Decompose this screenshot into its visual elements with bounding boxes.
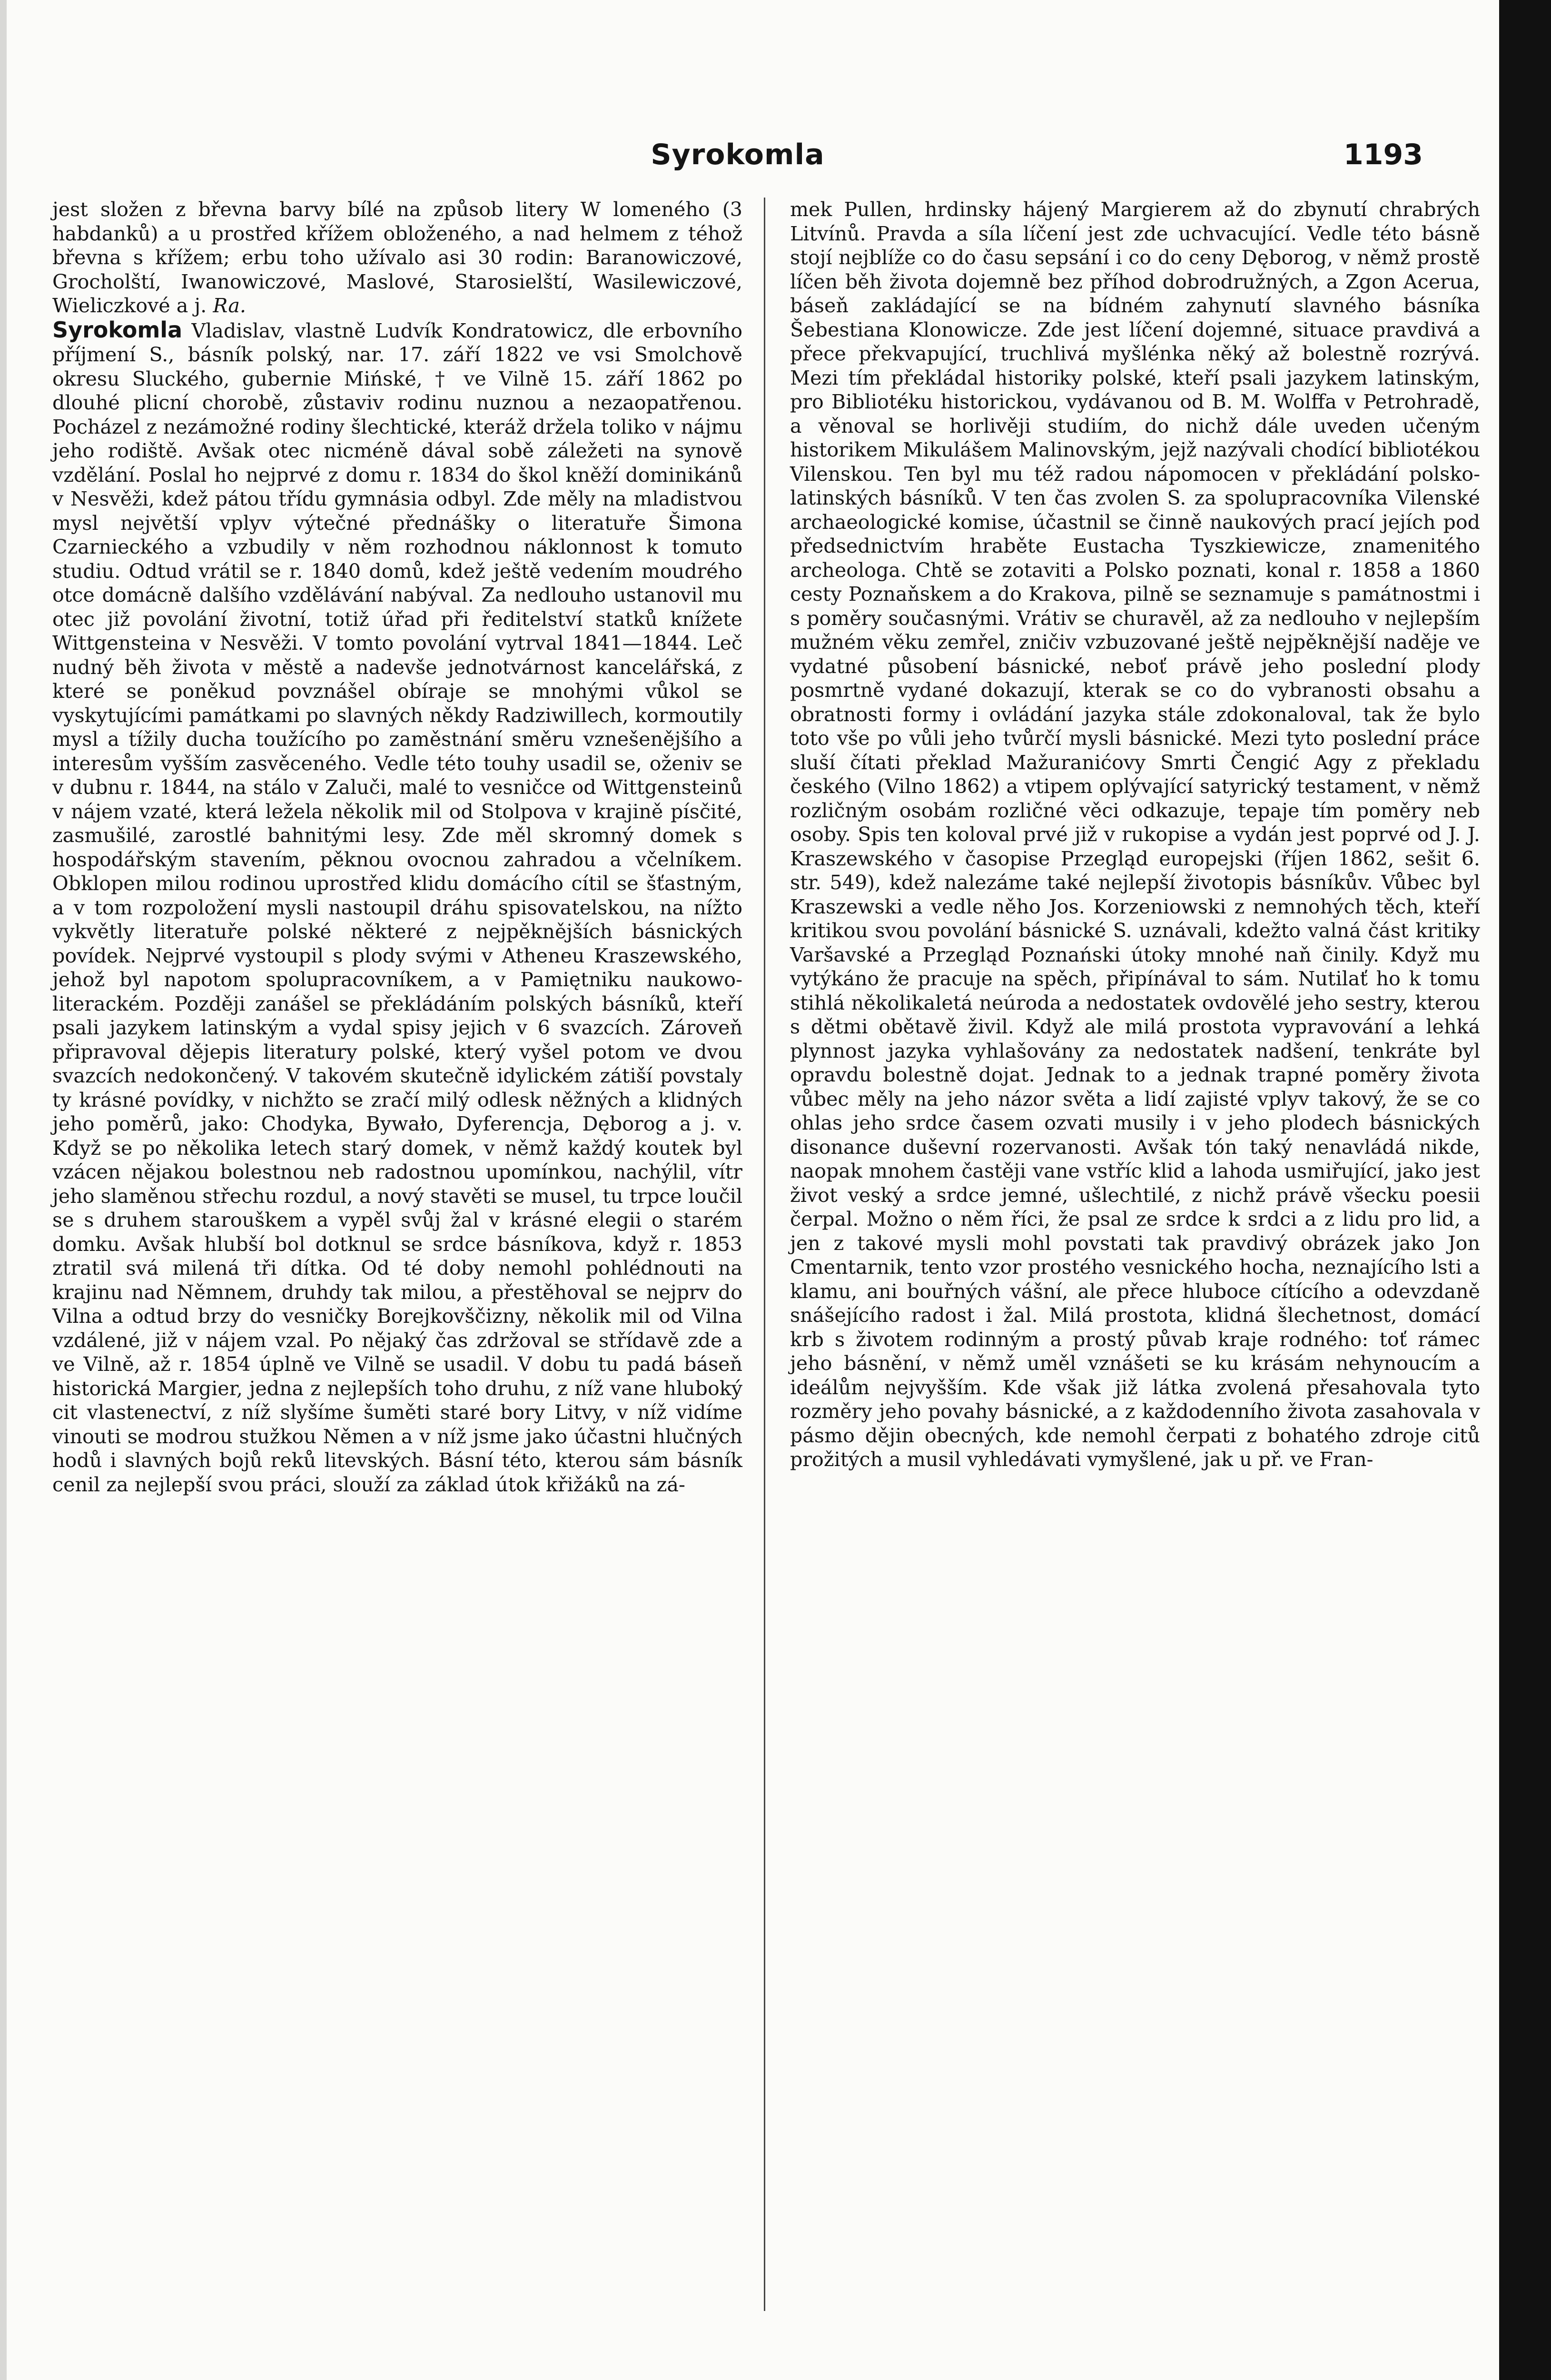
entry-continuation-text: jest složen z břevna barvy bílé na způsob litery W lomeného (3 habdanků) a u prostřed křížem obloženého, a nad helmem z téhož břevna s křížem; erbu toho užívalo asi 30 rodin: Baranowiczové, Grocholští, Iwanowiczové, Maslové, Starosielští, Wasilewiczové, Wieliczkové a j.: [52, 198, 742, 317]
entry-syrokomla: [52, 318, 742, 1497]
entry-syrokomla-continued: mek Pullen, hrdinsky hájený Margierem až do zbynutí chrabrých Litvínů. Pravda a síla líčení jest zde uchvacující. Vedle této básně stojí nejblíže co do času sepsání i co do ceny Dęborog, v němž prostě líčen běh života dojemně bez příhod dobrodružných, a Zgon Acerua, báseň zakládající se na bídném zahynutí slavného básníka Šebestiana Klonowicze. Zde jest líčení dojemné, situace pravdivá a přece překvapující, truchlivá myšlénka něký až bolestně rozrývá. Mezi tím překládal historiky polské, kteří psali jazykem latinským, pro Bibliotéku historickou, vydávanou od B. M. Wolffa v Petrohradě, a věnoval se horlivěji studiím, do nichž dále uveden učeným historikem Mikulášem Malinovským, jejž nazývali chodící bibliotékou Vilenskou. Ten byl mu též radou nápomocen v překládání polsko-latinských básníků. V ten čas zvolen S. za spolupracovníka Vilenské archaeologické komise, účastnil se činně naukových prací jejích pod předsednictvím hraběte Eustacha Tyszkiewicze, znamenitého archeologa. Chtě se zotaviti a Polsko poznati, konal r. 1858 a 1860 cesty Poznaňskem a do Krakova, pilně se seznamuje s památnostmi i s poměry současnými. Vrátiv se churavěl, až za nedlouho v nejlepším mužném věku zemřel, zničiv vzbuzované ještě nejpěknější naděje ve vydatné působení básnické, neboť právě jeho poslední plody posmrtně vydané dokazují, kterak se co do vybranosti obsahu a obratnosti formy i ovládání jazyka stále zdokonaloval, tak že bylo toto vše po vůli jeho tvůrčí mysli básnické. Mezi tyto poslední práce sluší čítati překlad Mažuranićovy Smrti Čengić Agy z překladu českého (Vilno 1862) a vtipem oplývající satyrický testament, v němž rozličným osobám rozličné věci odkazuje, tepaje tím poměry neb osoby. Spis ten koloval prvé již v rukopise a vydán jest poprvé od J. J. Kraszewského v časopise Przegląd europejski (říjen 1862, sešit 6. str. 549), kdež nalezáme také nejlepší životopis básníkův. Vůbec byl Kraszewski a vedle něho Jos. Korzeniowski z nemnohých těch, kteří kritikou svou povolání básnické S. uznávali, kdežto valná část kritiky Varšavské a Przegląd Poznański útoky mnohé naň činily. Když mu vytýkáno že pracuje na spěch, připínával to sám. Nutilať ho k tomu stihlá několikaletá neúroda a nedostatek ovdovělé jeho sestry, kterou s dětmi obětavě živil. Když ale milá prostota vypravování a lehká plynnost jazyka vyhlašovány za nedostatek nadšení, tenkráte byl opravdu bolestně dojat. Jednak to a jednak trapné poměry života vůbec měly na jeho názor světa a lidí zajisté vplyv takový, že se co ohlas jeho srdce časem ozvati musily i v jeho plodech básnických disonance duševní rozervanosti. Avšak tón taký nenavládá nikde, naopak mnohem častěji vane vstříc klid a lahoda usmiřující, jako jest život veský a srdce jemné, ušlechtilé, z nichž právě všecku poesii čerpal. Možno o něm říci, že psal ze srdce k srdci a z lidu pro lid, a jen z takové mysli mohl povstati tak pravdivý obrázek jako Jon Cmentarnik, tento vzor prostého vesnického hocha, neznajícího lsti a klamu, ani bouřných vášní, ale přece hluboce cítícího a odevzdaně snášejícího radost i žal. Milá prostota, klidná šlechetnost, domácí krb s životem rodinným a prostý půvab kraje rodného: toť rámec jeho básnění, v němž uměl vznášeti se ku krásám nehynoucím a ideálům nejvyšším. Kde však již látka zvolená přesahovala tyto rozměry jeho povahy básnické, a z každodenního života zasahovala v pásmo dějin obecných, kde nemohl čerpati z bohatého zdroje citů prožitých a musil vyhledávati vymyšlené, jak u př. ve Fran-: [790, 198, 1480, 1471]
author-signature: Ra.: [213, 294, 246, 317]
left-column: [52, 198, 742, 1497]
entry-continuation: [52, 198, 742, 318]
column-rule: [764, 198, 765, 2311]
scan-right-edge: [1499, 0, 1551, 2380]
page-number: 1193: [1344, 138, 1423, 171]
running-head: Syrokomla: [651, 138, 825, 171]
scan-left-edge: [0, 0, 7, 2380]
page-header: [52, 138, 1423, 176]
entry-syrokomla-text: Vladislav, vlastně Ludvík Kondratowicz, dle erbovního příjmení S., básník polský, nar. 17. září 1822 ve vsi Smolchově okresu Sluckého, gubernie Mińské, † ve Vilně 15. září 1862 po dlouhé plicní chorobě, zůstaviv rodinu nuznou a nezaopatřenou. Pocházel z nezámožné rodiny šlechtické, kteráž držela toliko v nájmu jeho rodiště. Avšak otec nicméně dával sobě záležeti na synově vzdělání. Poslal ho nejprvé z domu r. 1834 do škol kněží dominikánů v Nesvěži, kdež pátou třídu gymnásia odbyl. Zde měly na mladistvou mysl největší vplyv výtečné přednášky o literatuře Šimona Czarnieckého a vzbudily v něm rozhodnou náklonnost k tomuto studiu. Odtud vrátil se r. 1840 domů, kdež ještě vedením moudrého otce domácně dalšího vzdělávání nabýval. Za nedlouho ustanovil mu otec již povolání životní, totiž úřad při ředitelství statků knížete Wittgensteina v Nesvěži. V tomto povolání vytrval 1841—1844. Leč nudný běh života v městě a nadevše jednotvárnost kancelářská, z které se poněkud povznášel obíraje se mnohými vůkol se vyskytujícími památkami po slavných někdy Radziwillech, kormoutily mysl a tížily ducha toužícího po zaměstnání směru vznešenějšího a interesům vyšším zasvěceného. Vedle této touhy usadil se, oženiv se v dubnu r. 1844, na stálo v Zaluči, malé to vesničce od Wittgensteinů v nájem vzaté, která ležela několik mil od Stolpova v krajině písčité, zasmušilé, zarostlé bahnitými lesy. Zde měl skromný domek s hospodářským stavením, pěknou ovocnou zahradou a včelníkem. Obklopen milou rodinou uprostřed klidu domácího cítil se šťastným, a v tom rozpoložení mysli nastoupil dráhu spisovatelskou, na nížto vykvětly literatuře polské některé z nejpěknějších básnických povídek. Nejprvé vystoupil s plody svými v Atheneu Kraszewského, jehož byl napotom spolupracovníkem, a v Pamiętniku naukowo-literackém. Později zanášel se překládáním polských básníků, kteří psali jazykem latinským a vydal spisy jejich v 6 svazcích. Zároveň připravoval dějepis literatury polské, který vyšel potom ve dvou svazcích nedokončený. V takovém skutečně idylickém zátiší povstaly ty krásné povídky, v nichžto se zračí milý odlesk něžných a klidných jeho poměrů, jako: Chodyka, Bywało, Dyferencja, Dęborog a j. v. Když se po několika letech starý domek, v němž každý koutek byl vzácen nějakou bolestnou neb radostnou upomínkou, nachýlil, vítr jeho slaměnou střechu rozdul, a nový stavěti se musel, tu trpce loučil se s druhem starouškem a vypěl svůj žal v krásné elegii o starém domku. Avšak hlubší bol dotknul se srdce básníkova, když r. 1853 ztratil svá milená tři dítka. Od té doby nemohl pohlédnouti na krajinu nad Němnem, druhdy tak milou, a přestěhoval se nejprv do Vilna a odtud brzy do vesničky Borejkovščizny, několik mil od Vilna vzdálené, již v nájem vzal. Po nějaký čas zdržoval se střídavě zde a ve Vilně, až r. 1854 úplně ve Vilně se usadil. V dobu tu padá báseň historická Margier, jedna z nejlepších toho druhu, z níž vane hluboký cit vlastenectví, z níž slyšíme šuměti staré bory Litvy, v níž vidíme vinouti se modrou stužkou Němen a v níž jsme jako účastni hlučných hodů i slavných bojů reků litevských. Básní této, kterou sám básník cenil za nejlepší svou práci, slouží za základ útok křižáků na zá-: [52, 319, 743, 1496]
entry-headword: Syrokomla: [52, 317, 183, 343]
right-column: [790, 198, 1480, 1472]
